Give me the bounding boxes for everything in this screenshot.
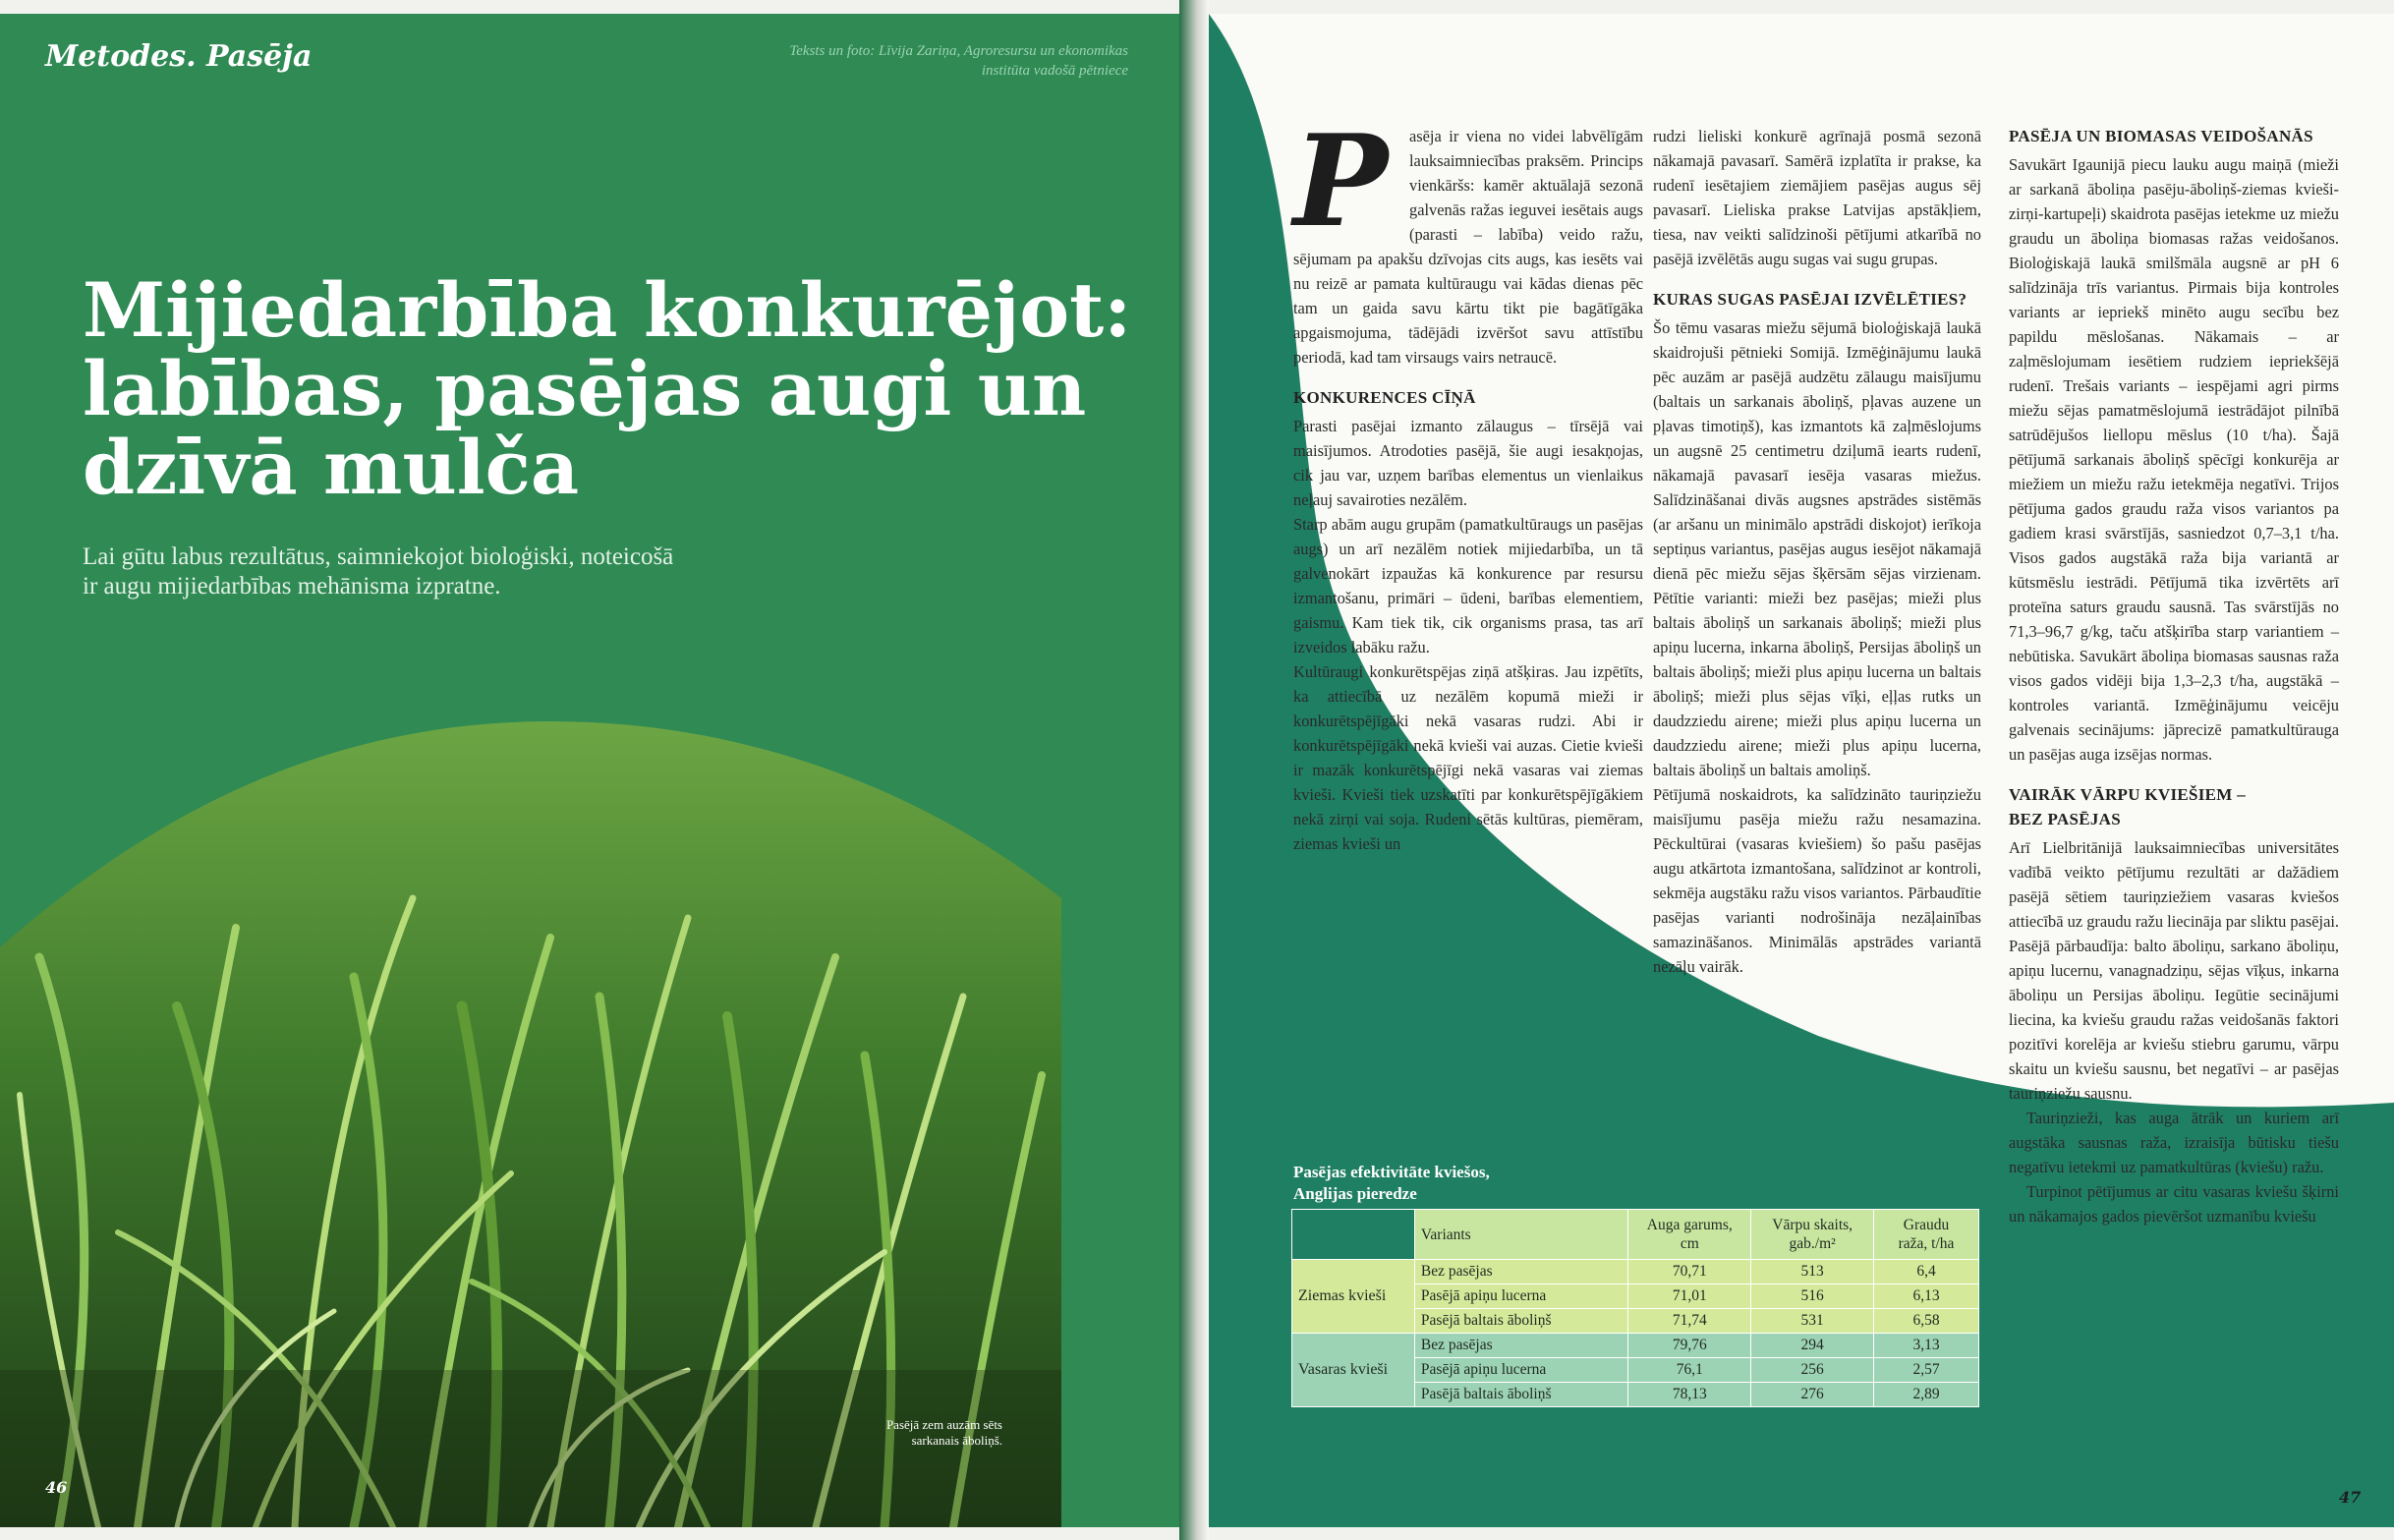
section-heading: PASĒJA UN BIOMASAS VEIDOŠANĀS	[2009, 127, 2313, 145]
group-label-winter: Ziemas kvieši	[1292, 1260, 1415, 1334]
credit-line: institūta vadošā pētniece	[981, 63, 1128, 79]
paragraph: Pētījumā noskaidrots, ka salīdzināto tauriņziežu maisījumu pasēja miežu ražu nesamazina. Pēckultūrai (vasaras kviešiem) šo pašu pasējas augu atkārtota izmantošana, salīdzinot ar kontroli, sekmēja augstāku ražu visos variantos. Pārbaudītie pasējas varianti nodrošināja nezāļainības samazināšanos. Minimālās apstrādes variantā nezāļu vairāk.	[1653, 785, 1981, 976]
cell-height: 71,01	[1628, 1284, 1751, 1309]
cell-yield: 2,89	[1874, 1383, 1979, 1407]
header-text: Vārpu skaits,	[1772, 1217, 1853, 1233]
paragraph: Savukārt Igaunijā piecu lauku augu maiņā (mieži ar sarkanā āboliņa pasēju-āboliņš-ziemas kvieši-zirņi-kartupeļi) skaidrota pasējas ietekme uz miežu graudu un āboliņa biomasas ražas veidošanos. Bioloģiskajā laukā smilšmāla augsnē ar pH 6 salīdzināja trīs variantus. Pirmais bija kontroles variants ar iepriekš minēto augu secību bez papildu mēslošanas. Nākamais – ar zaļmēslojumam iesētiem rudziem iepriekšējā rudenī. Trešais variants – iespējami agri pirms miežu sējas pamatmēslojumā iestrādājot pilnībā satrūdējušos liellopu mēslus (10 t/ha). Šajā pētījumā sarkanais āboliņš spēcīgi konkurēja ar miežiem un miežu ražu ietekmēja negatīvi. Trijos pētījuma gados graudu raža visos variantos pa gadiem krasi svārstījās, sasniedzot 0,7–3,1 t/ha. Visos gados augstākā raža bija variantā ar kūtsmēslu iestrādi. Pētījumā tika izvērtēts arī proteīna saturs graudu sausnā. Tas svārstījās no 71,3–96,7 g/kg, taču atšķirība starp variantiem – nebūtiska. Savukārt āboliņa biomasas sausnas raža visos gados vidēji bija 1,3–2,3 t/ha, augstākā – kontroles variantā. Izmēģinājumu veicēju galvenais secinājums: jāprecizē pamatkultūrauga un pasējas auga izsējas normas.	[2009, 155, 2339, 764]
section-heading: KONKURENCES CĪŅĀ	[1293, 388, 1476, 407]
paragraph: Starp abām augu grupām (pamatkultūraugs un pasējas augs) un arī nezālēm notiek mijiedarbība, un tā galvenokārt izpaužas kā konkurence par resursu izmantošanu, primāri – ūdeni, barības elementiem, gaismu. Kam tiek tik, cik organisms prasa, tas arī izveidos labāku ražu.	[1293, 515, 1643, 656]
page-number-left: 46	[45, 1478, 68, 1497]
cell-ears: 513	[1751, 1260, 1874, 1284]
cell-height: 76,1	[1628, 1358, 1751, 1383]
table-header-yield	[1874, 1210, 1979, 1260]
cell-height: 71,74	[1628, 1309, 1751, 1334]
cell-yield: 6,4	[1874, 1260, 1979, 1284]
paragraph: Tauriņzieži, kas auga ātrāk un kuriem arī augstāka sausnas raža, izraisīja būtisku tiešu negatīvu ietekmi uz pamatkultūras (kviešu) ražu.	[2009, 1109, 2339, 1176]
cell-variant: Pasējā apiņu lucerna	[1414, 1358, 1627, 1383]
table-header-ears	[1751, 1210, 1874, 1260]
header-text: Auga garums,	[1646, 1217, 1733, 1233]
cell-height: 70,71	[1628, 1260, 1751, 1284]
cell-variant: Bez pasējas	[1414, 1260, 1627, 1284]
section-label: Metodes. Pasēja	[45, 39, 313, 74]
headline-line: Mijiedarbība konkurējot:	[83, 266, 1132, 354]
table-title	[1293, 1162, 1490, 1205]
photo-caption	[806, 1417, 1002, 1449]
cell-yield: 3,13	[1874, 1334, 1979, 1358]
cell-yield: 2,57	[1874, 1358, 1979, 1383]
credit-line: Teksts un foto: Līvija Zariņa, Agroresursu un ekonomikas	[789, 43, 1128, 59]
caption-line: Pasējā zem auzām sēts	[885, 1417, 1002, 1432]
cell-ears: 276	[1751, 1383, 1874, 1407]
lede-line: ir augu mijiedarbības mehānisma izpratne.	[83, 573, 501, 599]
section-heading: BEZ PASĒJAS	[2009, 810, 2121, 828]
headline-line: labības, pasējas augi un	[83, 345, 1087, 432]
paragraph: Šo tēmu vasaras miežu sējumā bioloģiskajā laukā skaidrojuši pētnieki Somijā. Izmēģinājumu laukā pēc auzām ar pasējā audzētu zālaugu maisījumu (baltais un sarkanais āboliņš, pļavas auzene un pļavas timotiņš), kas izmantots kā zaļmēslojums un augsnē 25 centimetru dziļumā iearts rudenī, nākamajā pavasarī iesēja vasaras miežus. Salīdzināšanai divās augsnes apstrādes sistēmās (ar aršanu un minimālo apstrādi diskojot) ierīkoja septiņus variantus, pasējas augus iesējot nākamajā dienā pēc miežu sējas šķērsām sējas virzienam. Pētītie varianti: mieži bez pasējas; mieži plus baltais āboliņš un sarkanais āboliņš; mieži plus apiņu lucerna, inkarna āboliņš, Persijas āboliņš un baltais āboliņš; mieži plus apiņu lucerna un baltais āboliņš; mieži plus sējas vīķi, eļļas rutks un daudzziedu airene; mieži plus apiņu lucerna un daudzziedu airene; mieži plus apiņu lucerna, baltais āboliņš un baltais amoliņš.	[1653, 318, 1981, 779]
header-text: Graudu	[1903, 1217, 1950, 1233]
grass-photo	[0, 14, 1179, 1527]
table-header-empty	[1292, 1210, 1415, 1260]
cell-yield: 6,13	[1874, 1284, 1979, 1309]
caption-line: sarkanais āboliņš.	[911, 1433, 1002, 1448]
paragraph: Parasti pasējai izmanto zālaugus – tīrsējā vai maisījumos. Atrodoties pasējā, šie augi iesakņojas, cik jau var, uzņem barības elementus un vienlaikus neļauj savairoties nezālēm.	[1293, 417, 1643, 509]
group-label-summer: Vasaras kvieši	[1292, 1334, 1415, 1407]
cell-yield: 6,58	[1874, 1309, 1979, 1334]
paragraph: Arī Lielbritānijā lauksaimniecības universitātes vadībā veikto pētījumu rezultāti ar dažādiem pasējā sētiem tauriņziežiem vasaras kviešos attiecībā uz graudu ražu liecināja par sliktu pasējai. Pasējā pārbaudīja: balto āboliņu, sarkano āboliņu, apiņu lucernu, vanagnadziņu, sējas vīķus, inkarna āboliņu un Persijas āboliņu. Iegūtie secinājumi liecina, ka kviešu graudu ražas veidošanās faktori pozitīvi korelēja ar kviešu stiebru garumu, vārpu skaitu un kviešu sausnu, bet negatīvi – ar pasējas tauriņziežu sausnu.	[2009, 838, 2339, 1103]
paragraph: Kultūraugi konkurētspējas ziņā atšķiras. Jau izpētīts, ka attiecībā uz nezālēm kopumā mieži ir konkurētspējīgāki nekā vasaras rudzi. Abi ir konkurētspējīgāki nekā kvieši vai auzas. Cietie kvieši ir mazāk konkurētspējīgi nekā vasaras vai ziemas kvieši. Kvieši tiek uzskatīti par konkurētspējīgākiem nekā zirņi vai soja. Rudeni sētās kultūras, piemēram, ziemas kvieši un	[1293, 662, 1643, 853]
cell-ears: 516	[1751, 1284, 1874, 1309]
right-page	[1209, 14, 2394, 1527]
header-text: cm	[1680, 1235, 1699, 1252]
header-text: gab./m²	[1789, 1235, 1836, 1252]
table-row	[1292, 1260, 1979, 1284]
paragraph: rudzi lieliski konkurē agrīnajā posmā sezonā nākamajā pavasarī. Samērā izplatīta ir prakse, ka rudenī iesētajiem ziemājiem pasējas augus sēj pavasarī. Lieliska prakse Latvijas apstākļiem, tiesa, nav veikti salīdzinoši pētījumi atkarībā no pasējā izvēlētās augu sugas vai sugu grupas.	[1653, 127, 1981, 268]
text-column-3	[2009, 124, 2339, 1228]
cell-variant: Pasējā baltais āboliņš	[1414, 1309, 1627, 1334]
table-header-row	[1292, 1210, 1979, 1260]
cell-variant: Pasējā apiņu lucerna	[1414, 1284, 1627, 1309]
results-table	[1291, 1209, 1979, 1407]
table-header-variant: Variants	[1414, 1210, 1627, 1260]
cell-height: 79,76	[1628, 1334, 1751, 1358]
cell-height: 78,13	[1628, 1383, 1751, 1407]
spine-gutter	[1179, 0, 1209, 1540]
table-row	[1292, 1334, 1979, 1358]
cell-ears: 256	[1751, 1358, 1874, 1383]
headline-line: dzīvā mulča	[83, 424, 580, 511]
table-title-line: Anglijas pieredze	[1293, 1184, 1417, 1203]
text-column-2	[1653, 124, 1981, 979]
paragraph: Turpinot pētījumus ar citu vasaras kviešu šķirni un nākamajos gados pievēršot uzmanību kviešu	[2009, 1182, 2339, 1226]
drop-cap: P	[1293, 108, 1389, 256]
table-header-height	[1628, 1210, 1751, 1260]
left-page	[0, 14, 1179, 1527]
paragraph: asēja ir viena no videi labvēlīgām lauksaimniecības praksēm. Princips vienkāršs: kamēr aktuālajā sezonā galvenās ražas ieguvei iesētais augs (parasti – labība) veido ražu, sējumam pa apakšu dzīvojas cits augs, kas iesēts vai nu reizē ar pamata kultūraugu vai kādas dienas pēc tam un gaida savu kārtu tikt pie bagātīgāka apgaismojuma, tādējādi izvēršot savu attīstību periodā, kad tam virsaugs vairs netraucē.	[1293, 127, 1643, 367]
table-title-line: Pasējas efektivitāte kviešos,	[1293, 1163, 1490, 1181]
page-number-right: 47	[2339, 1488, 2362, 1507]
text-column-1	[1293, 108, 1643, 856]
lede-line: Lai gūtu labus rezultātus, saimniekojot bioloģiski, noteicošā	[83, 543, 674, 570]
cell-variant: Bez pasējas	[1414, 1334, 1627, 1358]
cell-ears: 531	[1751, 1309, 1874, 1334]
section-heading: KURAS SUGAS PASĒJAI IZVĒLĒTIES?	[1653, 290, 1967, 309]
cell-ears: 294	[1751, 1334, 1874, 1358]
section-heading: VAIRĀK VĀRPU KVIEŠIEM –	[2009, 785, 2246, 804]
header-text: raža, t/ha	[1898, 1235, 1955, 1252]
cell-variant: Pasējā baltais āboliņš	[1414, 1383, 1627, 1407]
